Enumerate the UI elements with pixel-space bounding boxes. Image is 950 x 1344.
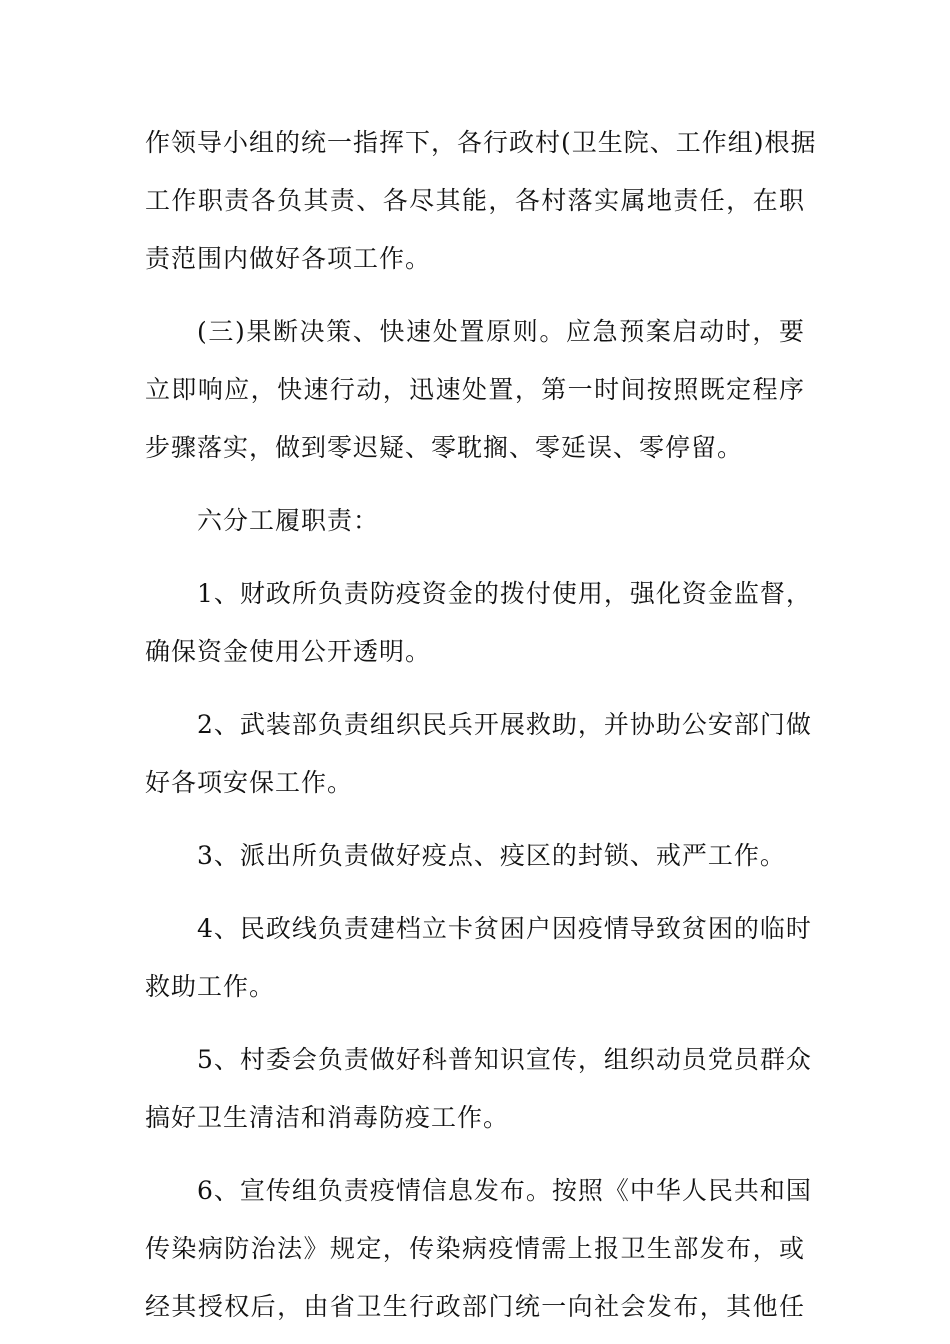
section-heading [145,506,805,536]
text-line: 5、村委会负责做好科普知识宣传，组织动员党员群众 [197,1045,812,1074]
paragraph-continuation [145,128,817,274]
text-line: 责范围内做好各项工作。 [145,244,432,273]
paragraph-principle-3 [145,317,805,463]
text-line: 4、民政线负责建档立卡贫困户因疫情导致贫困的临时 [197,914,812,943]
text-line: 经其授权后，由省卫生行政部门统一向社会发布，其他任 [145,1292,805,1321]
text-line: 作领导小组的统一指挥下，各行政村(卫生院、工作组)根据 [145,128,817,157]
text-line: 6、宣传组负责疫情信息发布。按照《中华人民共和国 [197,1176,812,1205]
text-line: 立即响应，快速行动，迅速处置，第一时间按照既定程序 [145,375,805,404]
text-line: 工作职责各负其责、各尽其能，各村落实属地责任，在职 [145,186,805,215]
text-line: 2、武装部负责组织民兵开展救助，并协助公安部门做 [197,710,812,739]
list-item [145,710,812,798]
list-item [145,841,805,871]
list-item [145,914,812,1002]
text-line: 传染病防治法》规定，传染病疫情需上报卫生部发布，或 [145,1234,805,1263]
heading-text: 六分工履职责： [197,506,380,535]
text-line: 步骤落实，做到零迟疑、零耽搁、零延误、零停留。 [145,433,744,462]
text-line: 3、派出所负责做好疫点、疫区的封锁、戒严工作。 [197,841,786,870]
text-line: 1、财政所负责防疫资金的拨付使用，强化资金监督， [197,579,812,608]
text-line: 搞好卫生清洁和消毒防疫工作。 [145,1103,510,1132]
text-line: 好各项安保工作。 [145,768,354,797]
list-item [145,1176,812,1322]
text-line: (三)果断决策、快速处置原则。应急预案启动时，要 [197,317,805,346]
text-line: 确保资金使用公开透明。 [145,637,432,666]
list-item [145,579,812,667]
list-item [145,1045,812,1133]
text-line: 救助工作。 [145,972,276,1001]
